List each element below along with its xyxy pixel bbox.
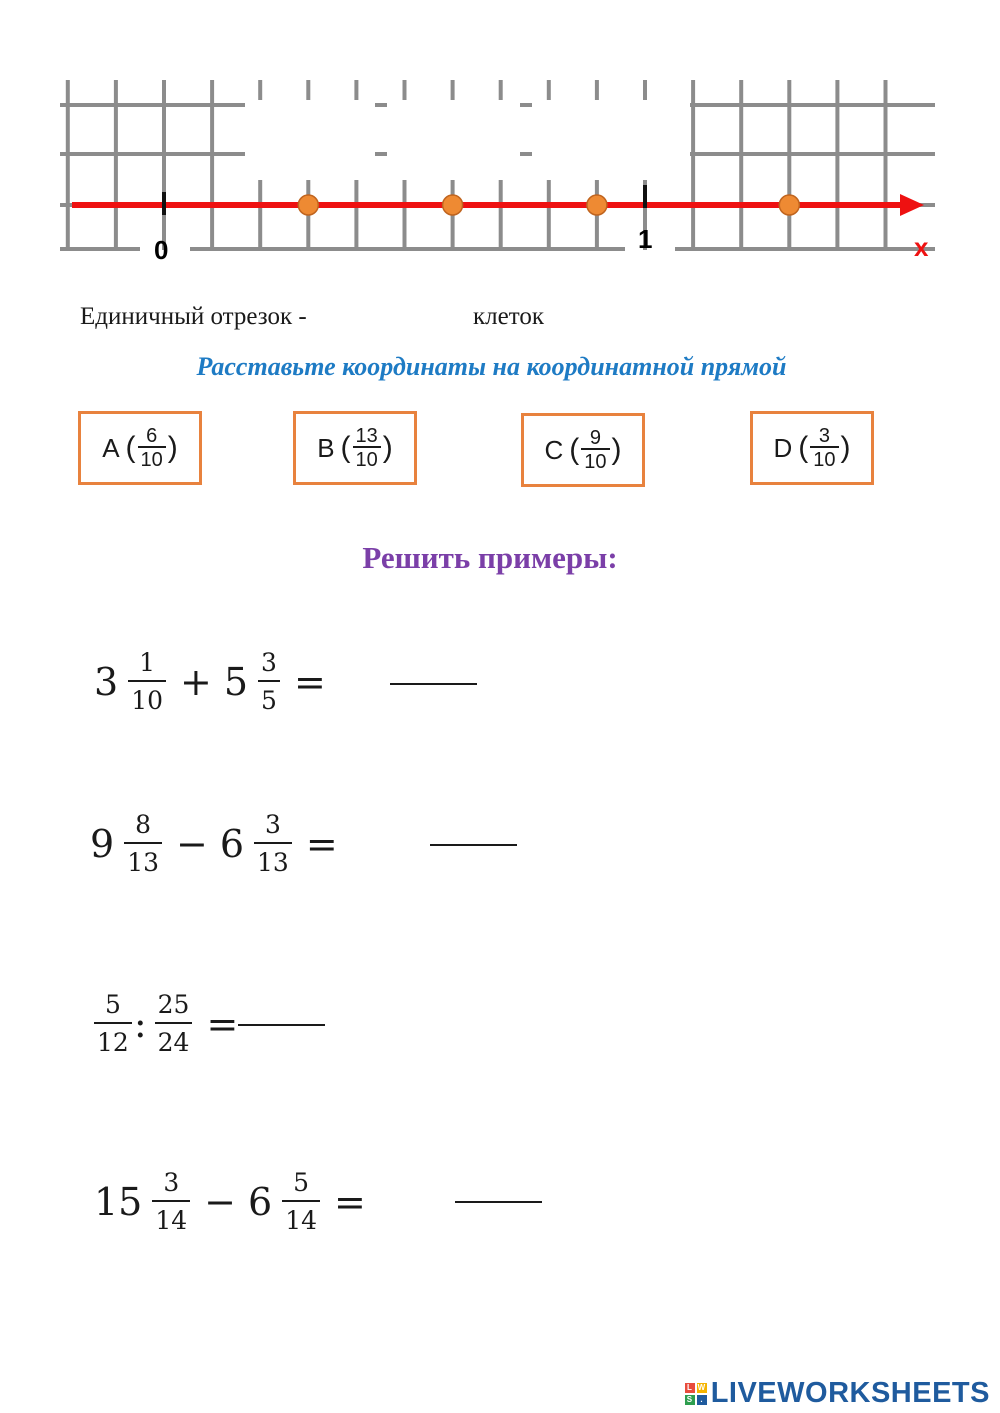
solve-title: Решить примеры:	[362, 540, 618, 575]
brand-logo-icon	[685, 1383, 707, 1405]
answer-field-3[interactable]	[238, 1024, 325, 1026]
answer-field-2[interactable]	[430, 844, 517, 846]
example-3: $\frac{5}{12}$ : $\frac{25}{24}$ =	[92, 992, 250, 1055]
axis-arrow-icon	[900, 194, 924, 216]
number-line	[0, 0, 1000, 280]
example-1: 3 $\frac{1}{10}$ + 5 $\frac{3}{5}$ =	[94, 648, 326, 715]
logo-square-dot: .	[697, 1395, 707, 1405]
logo-square-w: W	[697, 1382, 706, 1392]
number-line-point	[779, 195, 799, 215]
coord-fraction: $\frac{6}{10}$	[138, 426, 166, 470]
liveworksheets-logo	[685, 1377, 990, 1410]
coord-fraction: $\frac{3}{10}$	[810, 426, 838, 470]
origin-label: 0	[154, 235, 169, 265]
instruction-text: Расставьте координаты на координатной прямой	[196, 352, 787, 381]
axis-label: x	[914, 232, 929, 262]
unit-label: 1	[638, 224, 653, 254]
unit-segment-suffix: клеток	[473, 303, 544, 330]
number-line-point	[298, 195, 318, 215]
answer-field-1[interactable]	[390, 683, 477, 685]
brand-name: LIVEWORKSHEETS	[710, 1377, 990, 1409]
coord-fraction: $\frac{9}{10}$	[581, 428, 609, 472]
coordinate-box-b[interactable]: B ( $\frac{13}{10}$ )	[293, 411, 417, 485]
number-line-point	[443, 195, 463, 215]
coord-letter: D	[773, 432, 793, 463]
example-4: 15 $\frac{3}{14}$ − 6 $\frac{5}{14}$ =	[94, 1168, 366, 1235]
coord-fraction: $\frac{13}{10}$	[353, 426, 381, 470]
logo-square-l: L	[685, 1383, 695, 1393]
coord-letter: C	[544, 434, 564, 465]
coordinate-box-d[interactable]: D ( $\frac{3}{10}$ )	[750, 411, 874, 485]
coordinate-box-a[interactable]: A ( $\frac{6}{10}$ )	[78, 411, 202, 485]
number-line-point	[587, 195, 607, 215]
coord-letter: A	[102, 432, 120, 463]
number-line-grid	[60, 80, 935, 250]
unit-segment-label: Единичный отрезок -	[80, 303, 307, 330]
example-2: 9 $\frac{8}{13}$ − 6 $\frac{3}{13}$ =	[90, 810, 338, 877]
answer-field-4[interactable]	[455, 1201, 542, 1203]
logo-square-s: S	[685, 1395, 695, 1405]
coord-letter: B	[317, 432, 335, 463]
coordinate-box-c[interactable]: C ( $\frac{9}{10}$ )	[521, 413, 645, 487]
